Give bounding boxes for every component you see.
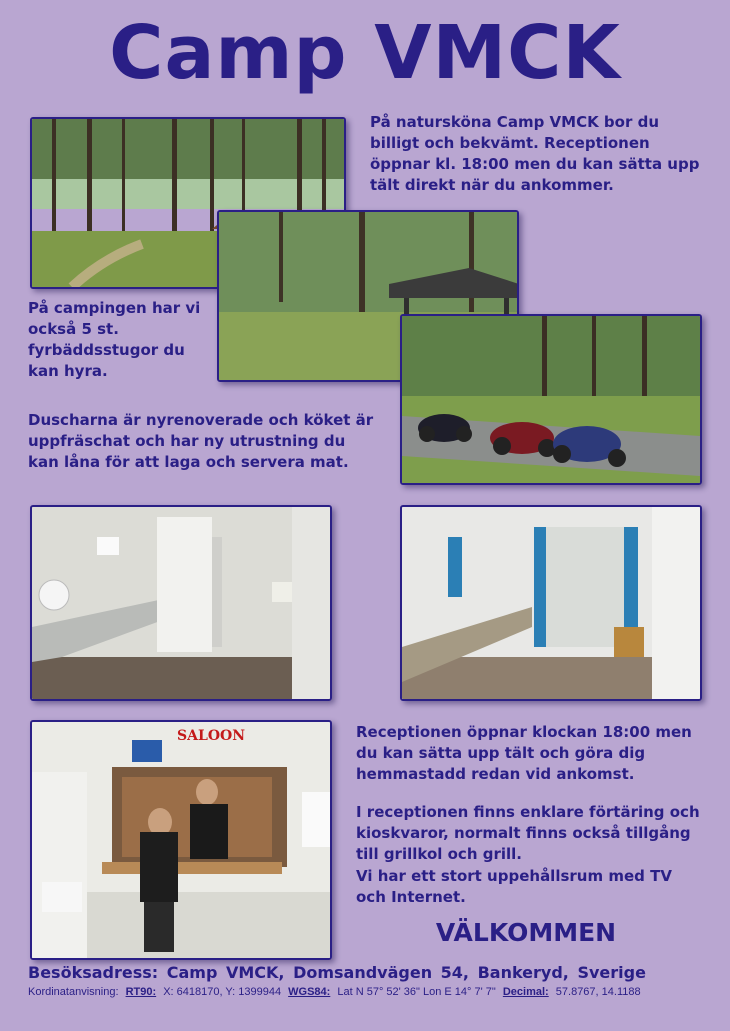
- wgs84-label: WGS84:: [288, 986, 331, 998]
- visit-address: Besöksadress: Camp VMCK, Domsandvägen 54, Bankeryd, Sverige: [28, 963, 646, 982]
- welcome-heading: VÄLKOMMEN: [435, 918, 617, 947]
- decimal-value: 57.8767, 14.1188: [555, 986, 641, 998]
- rt90-value: X: 6418170, Y: 1399944: [163, 986, 282, 998]
- reception-text-3: Vi har ett stort uppehållsrum med TV och Internet.: [356, 867, 672, 906]
- coordinates-line: [28, 986, 645, 998]
- kitchen-photo: [30, 505, 332, 701]
- page-title: Camp VMCK: [109, 10, 621, 96]
- motorcycles-photo: [400, 314, 702, 485]
- cabins-text: På campingen har vi också 5 st. fyrbäddsstugor du kan hyra.: [28, 299, 201, 380]
- decimal-label: Decimal:: [502, 986, 549, 998]
- wgs84-value: Lat N 57° 52' 36" Lon E 14° 7' 7": [337, 986, 496, 998]
- saloon-sign: SALOON: [177, 728, 246, 744]
- showers-text: Duscharna är nyrenoverade och köket är uppfräschat och har ny utrustning du kan låna för att laga och servera mat.: [28, 411, 374, 471]
- showers-photo: [400, 505, 702, 701]
- rt90-label: RT90:: [125, 986, 157, 998]
- reception-photo: [30, 720, 332, 960]
- reception-text-2: I receptionen finns enklare förtäring och kioskvaror, normalt finns också tillgång till grillkol och grill.: [356, 803, 700, 863]
- intro-text: På natursköna Camp VMCK bor du billigt och bekvämt. Receptionen öppnar kl. 18:00 men du kan sätta upp tält direkt när du ankommer.: [370, 113, 700, 194]
- coords-label: Kordinatanvisning:: [28, 986, 119, 998]
- reception-text-1: Receptionen öppnar klockan 18:00 men du kan sätta upp tält och göra dig hemmastadd redan vid ankomst.: [356, 723, 692, 783]
